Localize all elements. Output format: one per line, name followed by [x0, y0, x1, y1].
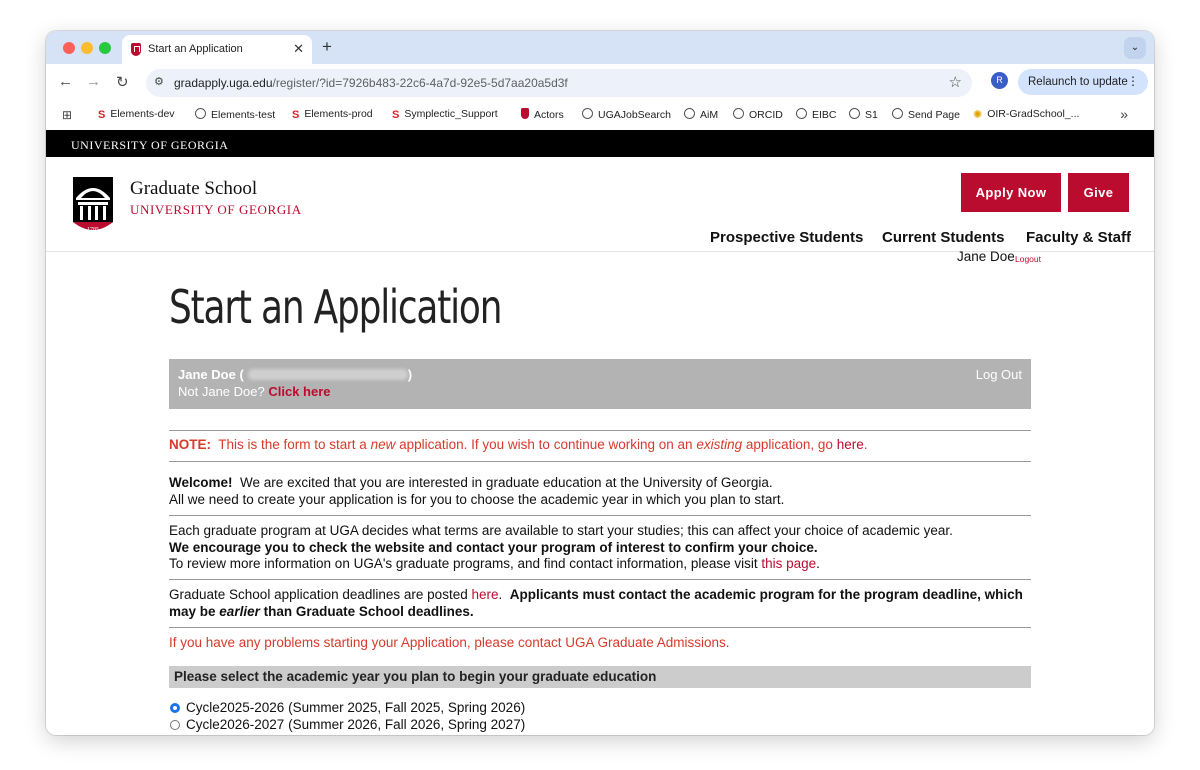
relaunch-label: Relaunch to update — [1028, 76, 1128, 88]
divider — [169, 579, 1031, 580]
maximize-window-button[interactable] — [99, 42, 111, 54]
deadlines-line-1: Graduate School application deadlines are posted here. Applicants must contact the academic program for the program deadline, which — [169, 587, 1023, 602]
globe-icon — [733, 108, 744, 119]
uga-icon — [521, 108, 529, 119]
note-text: NOTE: This is the form to start a new application. If you wish to continue working on an existing application, go here. — [169, 437, 868, 452]
tab-search-icon[interactable]: ⌄ — [1124, 37, 1146, 59]
browser-tab[interactable] — [122, 35, 312, 64]
svg-text:1785: 1785 — [87, 227, 99, 233]
give-button[interactable]: Give — [1068, 173, 1129, 212]
programs-line-1: Each graduate program at UGA decides what terms are available to start your studies; this can affect your choice of academic year. — [169, 523, 953, 538]
url-text[interactable]: gradapply.uga.edu/register/?id=7926b483-22c6-4a7d-92e5-5d7aa20a5d3f — [174, 76, 568, 90]
divider — [169, 461, 1031, 462]
minimize-window-button[interactable] — [81, 42, 93, 54]
profile-avatar[interactable]: R — [991, 72, 1008, 89]
browser-window — [46, 31, 1154, 735]
page-content — [46, 130, 1154, 735]
tab-title: Start an Application — [148, 43, 243, 55]
click-here-link[interactable]: Click here — [268, 384, 331, 399]
deadlines-line-2: may be earlier than Graduate School deadlines. — [169, 604, 474, 619]
bookmark-item[interactable]: UGAJobSearch — [582, 108, 671, 121]
divider — [169, 430, 1031, 431]
globe-icon — [892, 108, 903, 119]
existing-application-link[interactable]: here — [836, 437, 864, 452]
university-top-bar — [46, 130, 1154, 157]
site-settings-icon[interactable]: ⚙ — [154, 76, 164, 88]
symplectic-icon: S — [392, 109, 400, 121]
bookmark-item[interactable]: EIBC — [796, 108, 837, 121]
bookmark-item[interactable]: S Symplectic_Support — [392, 108, 498, 121]
globe-icon — [796, 108, 807, 119]
close-tab-icon[interactable]: ✕ — [293, 41, 304, 56]
university-name[interactable]: UNIVERSITY OF GEORGIA — [130, 202, 302, 217]
header-logout-link[interactable]: Logout — [1015, 254, 1041, 264]
bookmark-item[interactable]: Send Page — [892, 108, 960, 121]
this-page-link[interactable]: this page — [761, 556, 817, 571]
user-info-box — [169, 359, 1031, 409]
log-out-link[interactable]: Log Out — [975, 367, 1022, 382]
more-bookmarks-icon[interactable]: » — [1120, 106, 1128, 122]
bookmark-star-icon[interactable]: ☆ — [948, 74, 962, 91]
bookmark-item[interactable]: AiM — [684, 108, 718, 121]
bookmark-item[interactable]: S1 — [849, 108, 878, 121]
apps-grid-icon[interactable]: ⊞ — [62, 108, 73, 122]
nav-prospective-students[interactable]: Prospective Students — [710, 229, 864, 246]
bookmark-item[interactable]: S Elements-prod — [292, 108, 373, 121]
userbox-name: Jane Doe ( ) — [178, 367, 413, 382]
bookmark-item[interactable]: Elements-test — [195, 108, 275, 121]
uga-arch-logo-icon[interactable] — [72, 176, 114, 238]
bookmark-item[interactable]: Actors — [521, 108, 564, 121]
academic-year-heading: Please select the academic year you plan to begin your graduate education — [169, 666, 1031, 688]
forward-icon[interactable]: → — [86, 73, 101, 90]
globe-icon — [684, 108, 695, 119]
bookmark-item[interactable]: ✺ OIR-GradSchool_... — [973, 108, 1080, 121]
welcome-line-1: Welcome! We are excited that you are interested in graduate education at the University of Georgia. — [169, 475, 773, 490]
divider — [169, 515, 1031, 516]
new-tab-icon[interactable]: + — [322, 37, 332, 56]
tab-strip — [46, 31, 1154, 64]
reload-icon[interactable]: ↻ — [116, 74, 129, 91]
browser-toolbar — [46, 64, 1154, 102]
dots-icon: ✺ — [973, 109, 983, 121]
nav-faculty-staff[interactable]: Faculty & Staff — [1026, 229, 1132, 246]
not-user-line: Not Jane Doe? Click here — [178, 384, 331, 399]
welcome-line-2: All we need to create your application is for you to choose the academic year in which you plan to start. — [169, 492, 785, 507]
cycle-2025-2026-radio[interactable] — [170, 703, 180, 713]
apply-now-button[interactable]: Apply Now — [961, 173, 1061, 212]
bookmark-item[interactable]: ORCID — [733, 108, 783, 121]
uga-favicon-icon — [131, 43, 141, 56]
programs-line-3: To review more information on UGA's graduate programs, and find contact information, please visit this page. — [169, 556, 820, 571]
cycle-2026-2027-label[interactable]: Cycle2026-2027 (Summer 2026, Fall 2026, Spring 2027) — [186, 717, 526, 732]
bookmark-item[interactable]: S Elements-dev — [98, 108, 175, 121]
bookmarks-bar — [46, 102, 1154, 130]
page-title: Start an Application — [169, 280, 502, 334]
deadlines-here-link[interactable]: here — [471, 587, 499, 602]
close-window-button[interactable] — [63, 42, 75, 54]
programs-line-2: We encourage you to check the website and contact your program of interest to confirm your choice. — [169, 540, 818, 555]
current-user-name: Jane Doe — [957, 249, 1015, 264]
symplectic-icon: S — [98, 109, 106, 121]
more-menu-icon[interactable]: ⋮ — [1127, 74, 1139, 88]
globe-icon — [849, 108, 860, 119]
globe-icon — [195, 108, 206, 119]
divider — [169, 627, 1031, 628]
back-icon[interactable]: ← — [58, 73, 73, 90]
address-bar[interactable] — [146, 69, 972, 97]
relaunch-button[interactable] — [1018, 69, 1148, 95]
university-top-link[interactable]: UNIVERSITY OF GEORGIA — [71, 138, 229, 152]
cycle-2025-2026-label[interactable]: Cycle2025-2026 (Summer 2025, Fall 2025, Spring 2026) — [186, 700, 526, 715]
nav-current-students[interactable]: Current Students — [882, 229, 1005, 246]
cycle-2026-2027-radio[interactable] — [170, 720, 180, 730]
redacted-email — [248, 369, 408, 380]
symplectic-icon: S — [292, 109, 300, 121]
problems-contact-text: If you have any problems starting your Application, please contact UGA Graduate Admissions. — [169, 635, 730, 650]
globe-icon — [582, 108, 593, 119]
school-name[interactable]: Graduate School — [130, 178, 258, 199]
